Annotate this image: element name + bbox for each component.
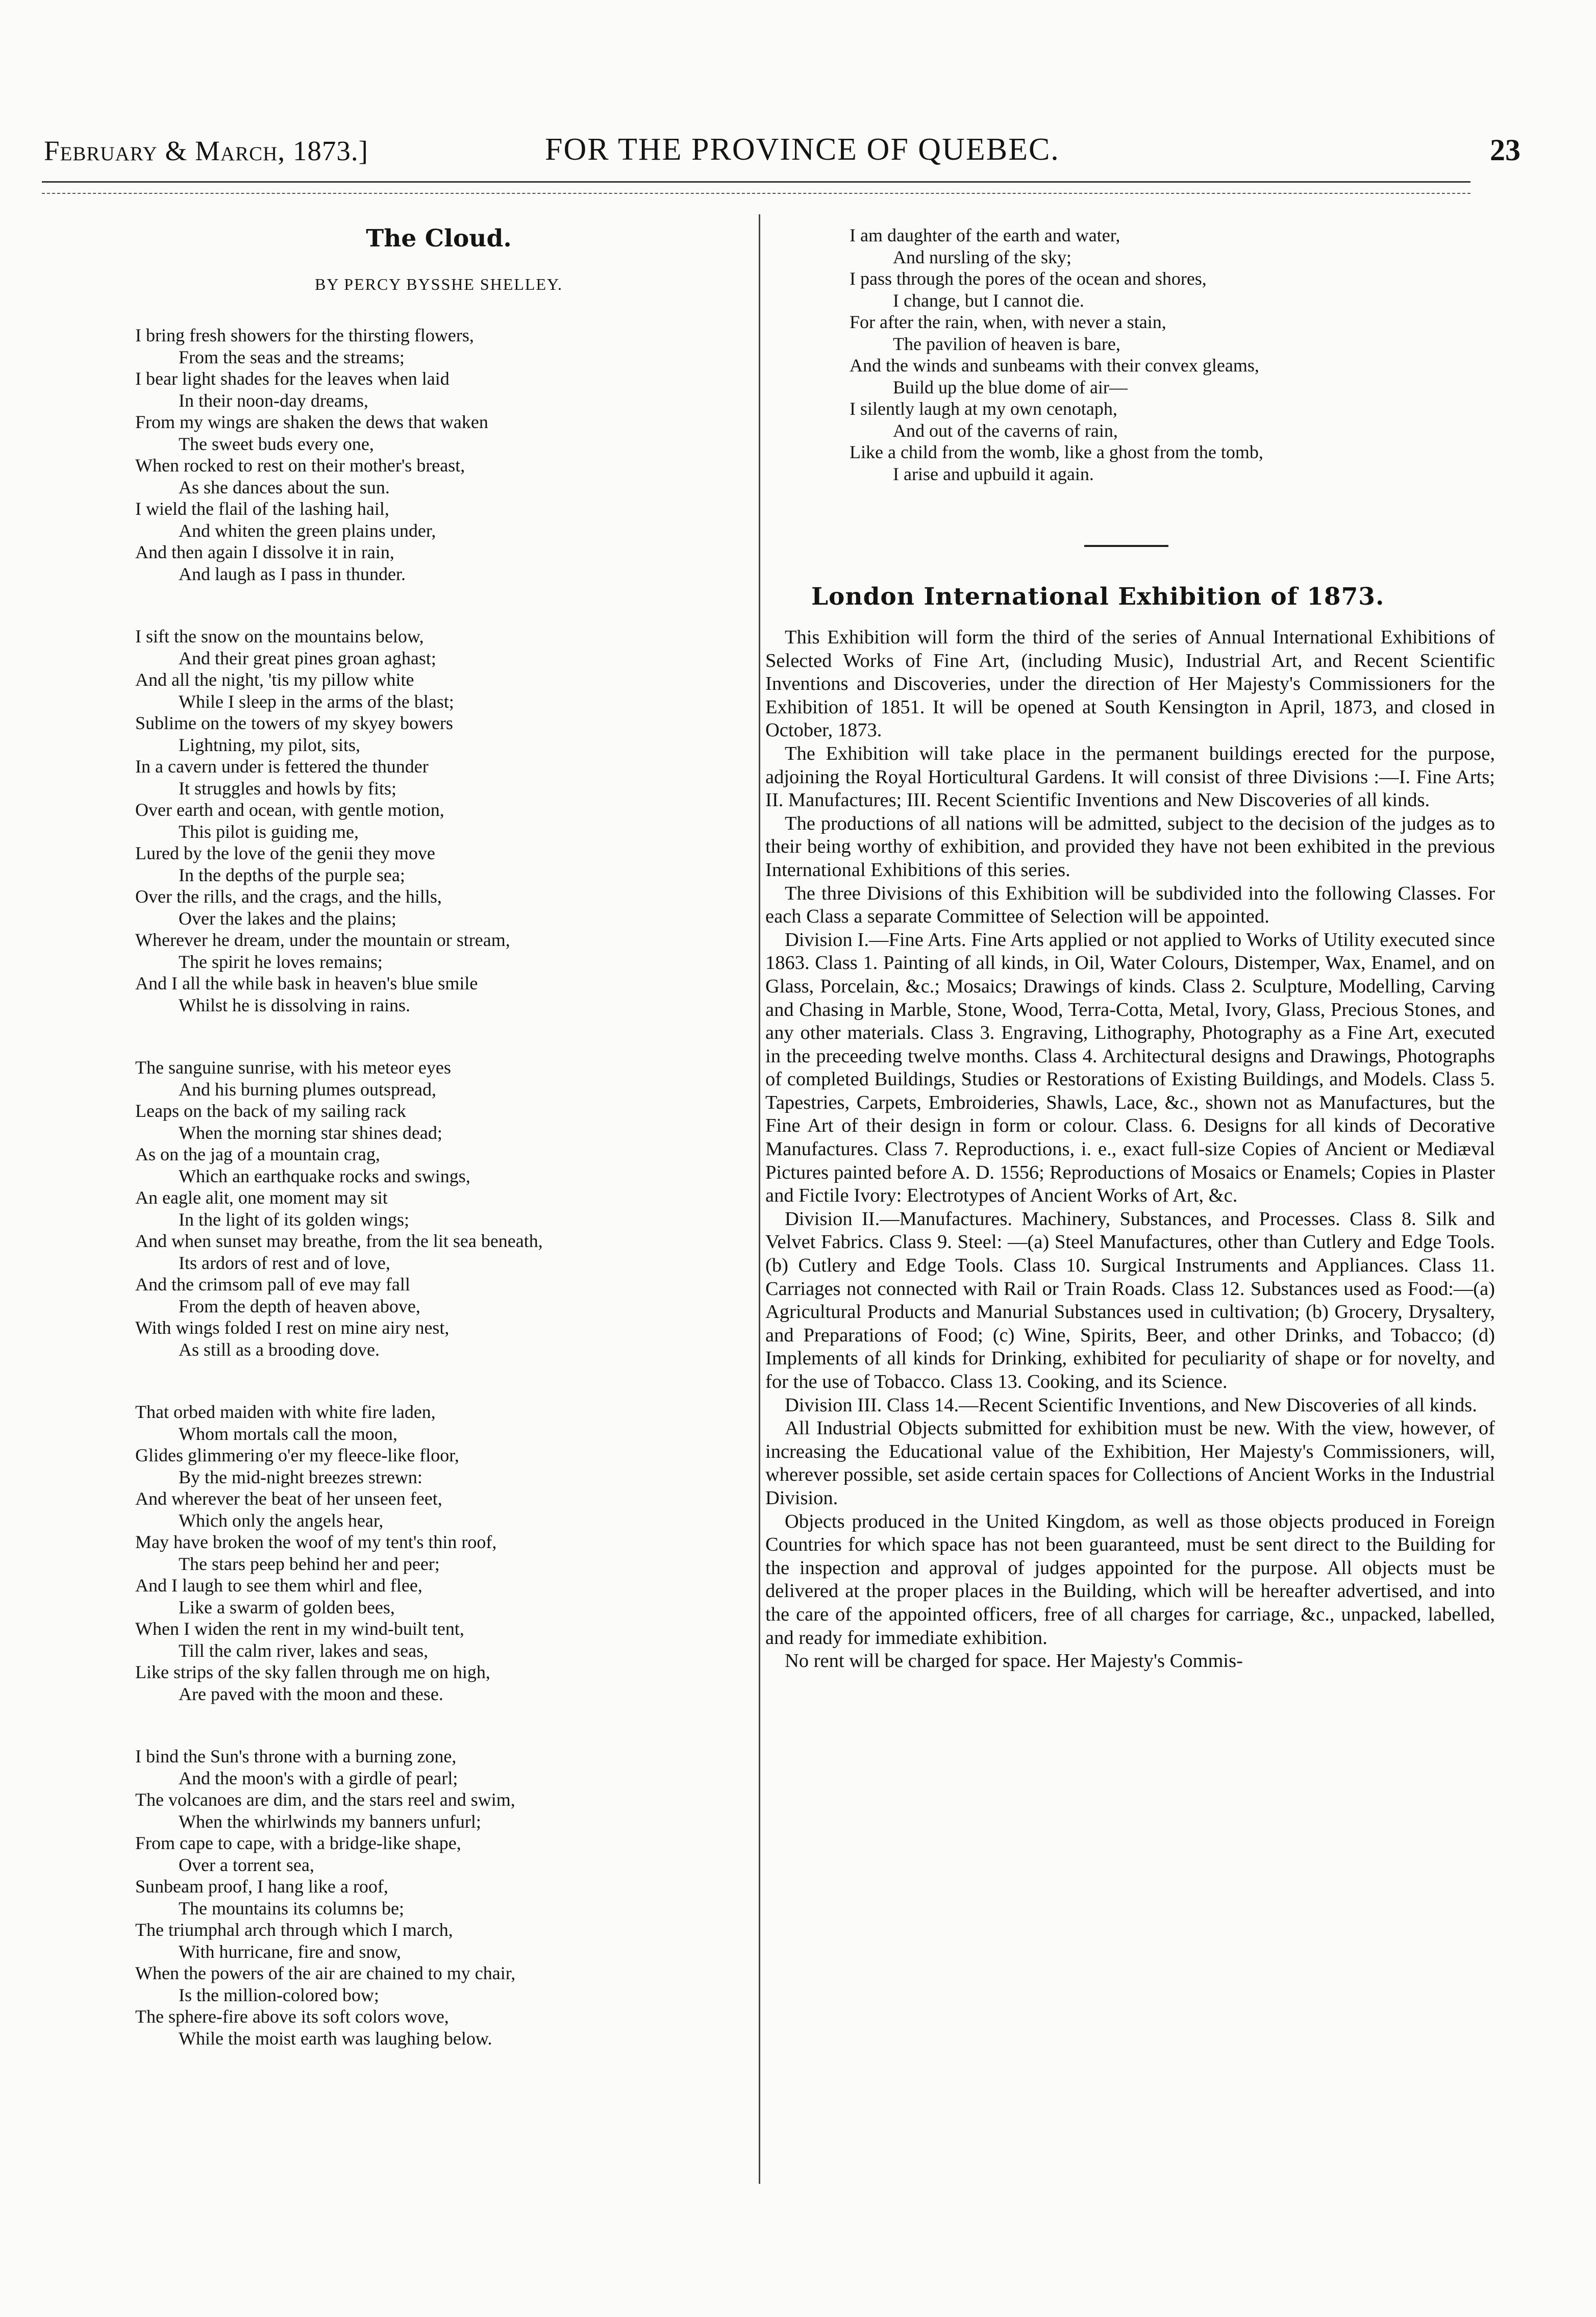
poem-line: I pass through the pores of the ocean and shores, bbox=[850, 268, 1207, 289]
poem-line: Whilst he is dissolving in rains. bbox=[179, 994, 410, 1015]
poem-line: In a cavern under is fettered the thunder bbox=[135, 756, 429, 777]
article-paragraph: Division III. Class 14.—Recent Scientific Inventions, and New Discoveries of all kinds. bbox=[785, 1394, 1477, 1416]
poem-line: The volcanoes are dim, and the stars reel and swim, bbox=[135, 1789, 515, 1810]
poem-line: And I all the while bask in heaven's blue smile bbox=[135, 973, 478, 993]
poem-line: And the moon's with a girdle of pearl; bbox=[179, 1767, 458, 1788]
article-paragraph: No rent will be charged for space. Her Majesty's Commis- bbox=[785, 1650, 1243, 1672]
poem-line: Till the calm river, lakes and seas, bbox=[179, 1640, 429, 1661]
poem-line: I wield the flail of the lashing hail, bbox=[135, 499, 389, 519]
poem-line: The spirit he loves remains; bbox=[179, 951, 383, 972]
poem-line: Which only the angels hear, bbox=[179, 1510, 384, 1531]
column-divider bbox=[759, 214, 760, 2184]
poem-line: In their noon-day dreams, bbox=[179, 390, 368, 411]
poem-line: Sunbeam proof, I hang like a roof, bbox=[135, 1876, 388, 1897]
poem-line: From cape to cape, with a bridge-like shape, bbox=[135, 1833, 461, 1853]
poem-line: Over a torrent sea, bbox=[179, 1854, 314, 1875]
poem-line: I am daughter of the earth and water, bbox=[850, 225, 1120, 245]
article-paragraph: All Industrial Objects submitted for exhibition must be new. With the view, however, of increasing the Educational value of the Exhibition, Her Majesty's Commissioners, will, wherever possible, set aside certain spaces for Collections of Ancient Works in the Industrial Division. bbox=[765, 1417, 1495, 1509]
poem-line: When the whirlwinds my banners unfurl; bbox=[179, 1811, 481, 1832]
poem-line: Lightning, my pilot, sits, bbox=[179, 734, 361, 755]
poem-line: And out of the caverns of rain, bbox=[893, 420, 1118, 441]
page-number: 23 bbox=[1490, 133, 1520, 167]
poem-stanza bbox=[850, 225, 1495, 485]
article-paragraph: The productions of all nations will be admitted, subject to the decision of the judges as to their being worthy of exhibition, and provided they have not been exhibited in the previous International Exhibitions of this series. bbox=[765, 812, 1495, 881]
article-paragraph: Division II.—Manufactures. Machinery, Substances, and Processes. Class 8. Silk and Velvet Fabrics. Class 9. Steel: —(a) Steel Manufactures, other than Cutlery and Edge Tools. (b) Cutlery and Edge Tools. Class 10. Surgical Instruments and Appliances. Class 11. Carriages not connected with Rail or Train Roads. Class 12. Substances used as Food:—(a) Agricultural Products and Manurial Substances used in cultivation; (b) Grocery, Drysaltery, and Preparations of Food; (c) Wine, Spirits, Beer, and other Drinks, and Tobacco; (d) Implements of all kinds for Drinking, exhibited for peculiarity of shape or for novelty, and for the use of Tobacco. Class 13. Cooking, and its Science. bbox=[765, 1208, 1495, 1392]
poem-line: While the moist earth was laughing below. bbox=[179, 2028, 492, 2049]
poem-line: I sift the snow on the mountains below, bbox=[135, 626, 424, 646]
poem-line: And then again I dissolve it in rain, bbox=[135, 542, 394, 562]
poem-stanza bbox=[135, 325, 722, 585]
right-column bbox=[765, 225, 1495, 1673]
poem-line: An eagle alit, one moment may sit bbox=[135, 1187, 388, 1208]
poem-line: It struggles and howls by fits; bbox=[179, 778, 396, 799]
exhibition-title: London International Exhibition of 1873. bbox=[811, 583, 1385, 611]
poem-line: Like a child from the womb, like a ghost from the tomb, bbox=[850, 442, 1263, 462]
poem-stanza bbox=[135, 1057, 722, 1360]
poem-line: As on the jag of a mountain crag, bbox=[135, 1144, 380, 1164]
poem-line: And when sunset may breathe, from the lit sea beneath, bbox=[135, 1231, 543, 1251]
poem-line: When the powers of the air are chained to my chair, bbox=[135, 1963, 516, 1983]
poem-line: The sanguine sunrise, with his meteor eyes bbox=[135, 1057, 451, 1078]
poem-line: The stars peep behind her and peer; bbox=[179, 1553, 440, 1574]
poem-stanza bbox=[135, 1401, 722, 1705]
poem-author: BY PERCY BYSSHE SHELLEY. bbox=[315, 275, 563, 293]
poem-stanzas bbox=[135, 325, 722, 2049]
poem-line: I bring fresh showers for the thirsting flowers, bbox=[135, 325, 474, 345]
poem-line: Its ardors of rest and of love, bbox=[179, 1252, 390, 1273]
header-rule-dashed bbox=[42, 193, 1470, 194]
poem-line: In the light of its golden wings; bbox=[179, 1209, 409, 1230]
poem-line: And wherever the beat of her unseen feet, bbox=[135, 1488, 442, 1509]
poem-line: And the winds and sunbeams with their convex gleams, bbox=[850, 355, 1259, 376]
poem-line: The mountains its columns be; bbox=[179, 1898, 404, 1919]
poem-line: I bear light shades for the leaves when laid bbox=[135, 368, 450, 389]
poem-line: The sphere-fire above its soft colors wove, bbox=[135, 2006, 449, 2027]
article-paragraph: The Exhibition will take place in the permanent buildings erected for the purpose, adjoining the Royal Horticultural Gardens. It will consist of three Divisions :—I. Fine Arts; II. Manufactures; III. Recent Scientific Inventions and New Discoveries of all kinds. bbox=[765, 742, 1495, 811]
poem-line: And nursling of the sky; bbox=[893, 246, 1071, 267]
header-rule bbox=[42, 181, 1470, 183]
poem-line: Over the rills, and the crags, and the hills, bbox=[135, 886, 442, 907]
poem-line: Glides glimmering o'er my fleece-like floor, bbox=[135, 1445, 459, 1465]
issue-date: February & March, 1873.] bbox=[44, 135, 368, 166]
poem-line: Build up the blue dome of air— bbox=[893, 377, 1128, 397]
article-paragraph: This Exhibition will form the third of the series of Annual International Exhibitions of Selected Works of Fine Art, (including Music), Industrial Art, and Recent Scientific Inventions and Discoveries, under the direction of Her Majesty's Commissioners for the Exhibition of 1851. It will be opened at South Kensington in April, 1873, and closed in October, 1873. bbox=[765, 627, 1495, 741]
page-header bbox=[41, 128, 1536, 173]
poem-line: For after the rain, when, with never a stain, bbox=[850, 312, 1166, 332]
poem-line: Like strips of the sky fallen through me on high, bbox=[135, 1662, 490, 1682]
poem-stanza bbox=[135, 626, 722, 1016]
poem-line: Is the million-colored bow; bbox=[179, 1984, 379, 2005]
poem-line: May have broken the woof of my tent's thin roof, bbox=[135, 1532, 497, 1552]
poem-line: As still as a brooding dove. bbox=[179, 1339, 380, 1360]
poem-final-stanza bbox=[850, 225, 1495, 485]
poem-line: When rocked to rest on their mother's breast, bbox=[135, 455, 465, 476]
poem-line: And whiten the green plains under, bbox=[179, 520, 436, 541]
poem-line: Are paved with the moon and these. bbox=[179, 1683, 443, 1704]
poem-line: I bind the Sun's throne with a burning zone, bbox=[135, 1746, 457, 1766]
poem-line: Leaps on the back of my sailing rack bbox=[135, 1101, 406, 1121]
poem-line: Over the lakes and the plains; bbox=[179, 908, 396, 929]
article-paragraph: The three Divisions of this Exhibition will be subdivided into the following Classes. For each Class a separate Committee of Selection will be appointed. bbox=[765, 882, 1495, 928]
poem-line: In the depths of the purple sea; bbox=[179, 864, 405, 885]
poem-title: The Cloud. bbox=[366, 225, 512, 253]
article-paragraph: Division I.—Fine Arts. Fine Arts applied or not applied to Works of Utility executed since 1863. Class 1. Painting of all kinds, in Oil, Water Colours, Distemper, Wax, Enamel, and on Glass, Porcelain, &c.; Mosaics; Drawings of kinds. Class 2. Sculpture, Modelling, Carving and Chasing in Marble, Stone, Wood, Terra-Cotta, Metal, Ivory, Glass, Precious Stones, and any other materials. Class 3. Engraving, Lithography, Photography as a Fine Art, executed in the preceeding twelve months. Class 4. Architectural designs and Drawings, Photographs of completed Buildings, Studies or Restorations of Existing Buildings, and Models. Class 5. Tapestries, Carpets, Embroideries, Shawls, Lace, &c., shown not as Manufactures, but the Fine Art of their design in form or colour. Class. 6. Designs for all kinds of Decorative Manufactures. Class 7. Reproductions, i. e., exact full-size Copies of Ancient or Mediæval Pictures painted before A. D. 1556; Reproductions of Mosaics or Enamels; Copies in Plaster and Fictile Ivory: Electrotypes of Ancient Works of Art, &c. bbox=[765, 929, 1495, 1207]
article-paragraph: Objects produced in the United Kingdom, as well as those objects produced in Foreign Countries for which space has not been guaranteed, must be sent direct to the Building for the inspection and approval of judges appointed for the purpose. All objects must be delivered at the proper places in the Building, which will be hereafter advertised, and into the care of the appointed officers, free of all charges for carriage, &c., unpacked, labelled, and ready for immediate exhibition. bbox=[765, 1510, 1495, 1649]
poem-stanza bbox=[135, 1746, 722, 2049]
poem-line: Whom mortals call the moon, bbox=[179, 1423, 397, 1444]
running-title: FOR THE PROVINCE OF QUEBEC. bbox=[545, 132, 1060, 167]
poem-line: The sweet buds every one, bbox=[179, 433, 374, 454]
poem-line: And the crimsom pall of eve may fall bbox=[135, 1274, 410, 1294]
poem-line: As she dances about the sun. bbox=[179, 477, 390, 497]
poem-line: And their great pines groan aghast; bbox=[179, 647, 436, 668]
poem-line: When the morning star shines dead; bbox=[179, 1122, 442, 1143]
poem-line: From my wings are shaken the dews that waken bbox=[135, 412, 488, 432]
section-separator bbox=[1084, 545, 1168, 547]
poem-line: While I sleep in the arms of the blast; bbox=[179, 691, 454, 712]
poem-line: And I laugh to see them whirl and flee, bbox=[135, 1575, 422, 1596]
poem-line: Sublime on the towers of my skyey bowers bbox=[135, 713, 453, 733]
exhibition-article bbox=[765, 626, 1495, 1673]
poem-line: With hurricane, fire and snow, bbox=[179, 1941, 402, 1962]
poem-line: Like a swarm of golden bees, bbox=[179, 1597, 395, 1617]
poem-line: When I widen the rent in my wind-built tent, bbox=[135, 1618, 464, 1639]
poem-line: From the depth of heaven above, bbox=[179, 1295, 420, 1316]
poem-line: I change, but I cannot die. bbox=[893, 290, 1084, 311]
poem-line: The triumphal arch through which I march, bbox=[135, 1920, 453, 1940]
poem-line: Which an earthquake rocks and swings, bbox=[179, 1165, 470, 1186]
poem-line: This pilot is guiding me, bbox=[179, 821, 359, 842]
poem-line: With wings folded I rest on mine airy nest, bbox=[135, 1317, 450, 1338]
left-column bbox=[135, 225, 722, 2049]
poem-line: From the seas and the streams; bbox=[179, 346, 405, 367]
poem-line: That orbed maiden with white fire laden, bbox=[135, 1402, 436, 1422]
poem-line: I arise and upbuild it again. bbox=[893, 463, 1094, 484]
poem-line: Over earth and ocean, with gentle motion, bbox=[135, 800, 444, 820]
poem-line: And his burning plumes outspread, bbox=[179, 1079, 436, 1100]
poem-line: I silently laugh at my own cenotaph, bbox=[850, 398, 1117, 419]
poem-line: Lured by the love of the genii they move bbox=[135, 843, 435, 863]
poem-line: The pavilion of heaven is bare, bbox=[893, 333, 1120, 354]
poem-line: Wherever he dream, under the mountain or stream, bbox=[135, 930, 510, 950]
poem-line: By the mid-night breezes strewn: bbox=[179, 1466, 422, 1487]
poem-line: And all the night, 'tis my pillow white bbox=[135, 669, 414, 690]
poem-line: And laugh as I pass in thunder. bbox=[179, 563, 406, 584]
